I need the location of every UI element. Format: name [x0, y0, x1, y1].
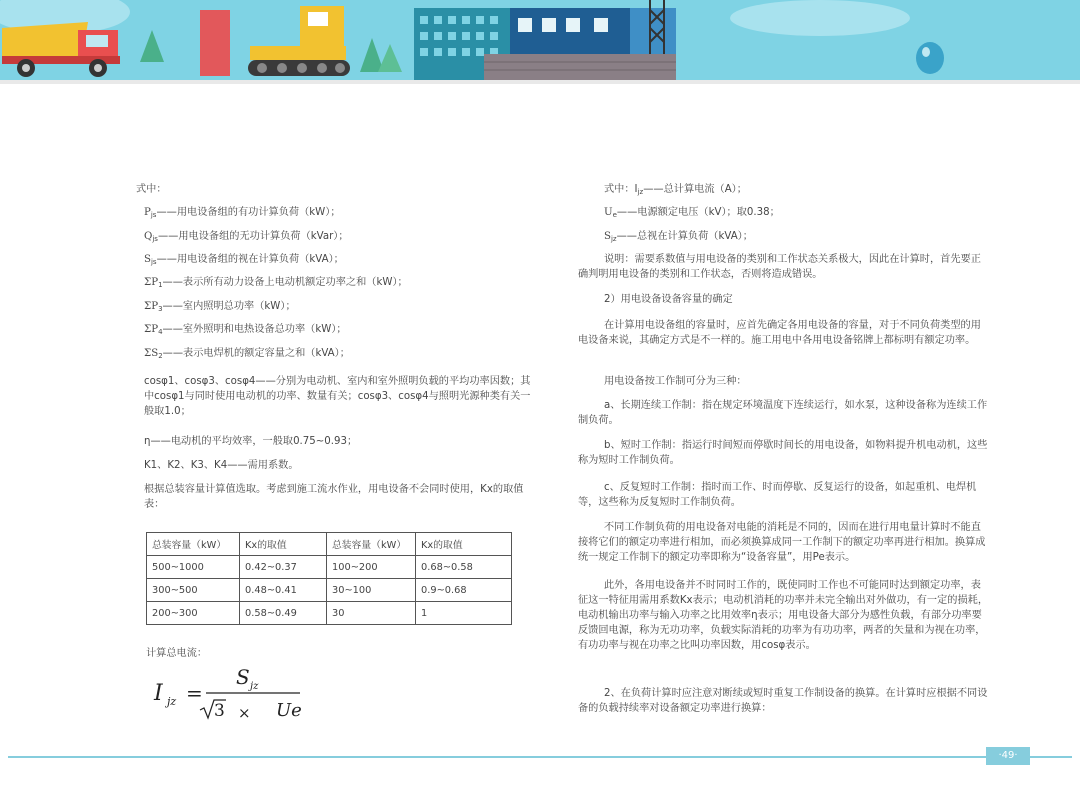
- table-header-cell: 总装容量（kW）: [327, 533, 416, 556]
- table-cell: 0.58~0.49: [240, 602, 327, 625]
- table-cell: 0.9~0.68: [416, 579, 512, 602]
- formula-times: ×: [238, 704, 251, 722]
- formula-numerator: S: [236, 665, 250, 689]
- work-types-intro: 用电设备按工作制可分为三种：: [604, 376, 747, 387]
- note-paragraph: 说明：需要系数值与用电设备的类别和工作状态关系极大，因此在计算时，首先要正确判明用电设备的类别和工作状态，否则将造成错误。: [578, 254, 981, 280]
- work-type-a: a、长期连续工作制：指在规定环境温度下连续运行，如水泵，这种设备称为连续工作制负荷。: [578, 400, 988, 426]
- eta-line: η——电动机的平均效率，一般取0.75~0.93；: [144, 436, 358, 447]
- conversion-paragraph: 不同工作制负荷的用电设备对电能的消耗是不同的，因而在进行用电量计算时不能直接将它们的额定功率进行相加，而必须换算成同一工作制下的额定功率再进行相加。换算成统一规定工作制下的额定功率即称为“设备容量”，用Pe表示。: [578, 522, 986, 563]
- section-heading: 2）用电设备设备容量的确定: [604, 294, 733, 305]
- table-cell: 30: [327, 602, 416, 625]
- table-header-cell: 总装容量（kW）: [147, 533, 240, 556]
- formula-sqrt-radicand: 3: [214, 701, 225, 721]
- water-drop-icon: [916, 42, 944, 74]
- def-line: $P_{js}——$用电设备组的有功计算负荷（kW）；: [144, 207, 341, 219]
- table-cell: 1: [416, 602, 512, 625]
- def-line: $\Sigma P_1——$表示所有动力设备上电动机额定功率之和（kW）；: [144, 277, 408, 289]
- note-2-paragraph: 2、在负荷计算时应注意对断续或短时重复工作制设备的换算。在计算时应根据不同设备的负载持续率对设备额定功率进行换算：: [578, 688, 988, 714]
- formula-numerator-sub: jz: [250, 681, 259, 692]
- left-intro: 式中：: [136, 184, 167, 195]
- formula-lhs-sub: jz: [167, 695, 177, 708]
- table-cell: 300~500: [147, 579, 240, 602]
- header-illustration: [0, 0, 1080, 84]
- def-line: $\Sigma P_4——$室外照明和电热设备总功率（kW）；: [144, 324, 347, 336]
- k-line: K1、K2、K3、K4——需用系数。: [144, 460, 299, 471]
- table-cell: 200~300: [147, 602, 240, 625]
- footer-rule: [8, 756, 1072, 758]
- def-line: $\Sigma S_2——$表示电焊机的额定容量之和（kVA）；: [144, 348, 350, 360]
- kx-value-table: [146, 532, 512, 625]
- table-row: [147, 556, 512, 579]
- table-cell: 30~100: [327, 579, 416, 602]
- right-intro: 式中：$I_{jz}——$总计算电流（A）；: [604, 184, 747, 196]
- formula-equals: =: [186, 681, 203, 705]
- formula-denominator: Ue: [276, 700, 302, 721]
- table-cell: 0.48~0.41: [240, 579, 327, 602]
- calc-label: 计算总电流：: [146, 648, 208, 659]
- buildings-icon: [414, 0, 676, 80]
- def-line: $\Sigma P_3——$室内照明总功率（kW）；: [144, 301, 296, 313]
- table-row: [147, 602, 512, 625]
- cos-paragraph: cosφ1、cosφ3、cosφ4——分别为电动机、室内和室外照明负载的平均功率因数；其中cosφ1与同时使用电动机的功率、数量有关；cosφ3、cosφ4与照明光源种类有关一般取1.0；: [144, 376, 531, 417]
- capacity-paragraph: 在计算用电设备组的容量时，应首先确定各用电设备的容量，对于不同负荷类型的用电设备来说，其确定方式是不一样的。施工用电中各用电设备铭牌上都标明有额定功率。: [578, 320, 981, 346]
- table-header-cell: Kx的取值: [416, 533, 512, 556]
- work-type-c: c、反复短时工作制：指时而工作、时而停歇、反复运行的设备，如起重机、电焊机等，这些称为反复短时工作制负荷。: [578, 482, 977, 508]
- work-type-b: b、短时工作制：指运行时间短而停歇时间长的用电设备，如物料提升机电动机，这些称为短时工作制负荷。: [578, 440, 988, 466]
- def-line: $Q_{js}——$用电设备组的无功计算负荷（kVar）；: [144, 231, 349, 243]
- kx-intro: 根据总装容量计算值选取。考虑到施工流水作业，用电设备不会同时使用，Kx的取值表：: [144, 484, 524, 510]
- sjz-def: $S_{jz}——$总视在计算负荷（kVA）；: [604, 231, 753, 243]
- table-header-row: [147, 533, 512, 556]
- formula-lhs: I: [154, 681, 163, 706]
- table-row: [147, 579, 512, 602]
- ue-def: $U_e——$电源额定电压（kV）；取0.38；: [604, 207, 780, 219]
- page-number: ·49·: [986, 747, 1030, 765]
- def-line: $S_{js}——$用电设备组的视在计算负荷（kVA）；: [144, 254, 344, 266]
- table-cell: 0.42~0.37: [240, 556, 327, 579]
- table-header-cell: Kx的取值: [240, 533, 327, 556]
- total-current-formula: [150, 662, 350, 724]
- factors-paragraph: 此外，各用电设备并不时同时工作的，既使同时工作也不可能同时达到额定功率，表征这一特征用需用系数Kx表示；电动机消耗的功率并未完全输出对外做功，有一定的损耗，电动机输出功率与输入功率之比用效率η表示；用电设备大部分为感性负载，有部分功率要反馈回电源，称为无功功率，负载实际消耗的功率为有功功率，两者的矢量和为视在功率，有功功率与视在功率之比叫功率因数，用cosφ表示。: [578, 580, 989, 651]
- table-cell: 100~200: [327, 556, 416, 579]
- table-cell: 500~1000: [147, 556, 240, 579]
- table-cell: 0.68~0.58: [416, 556, 512, 579]
